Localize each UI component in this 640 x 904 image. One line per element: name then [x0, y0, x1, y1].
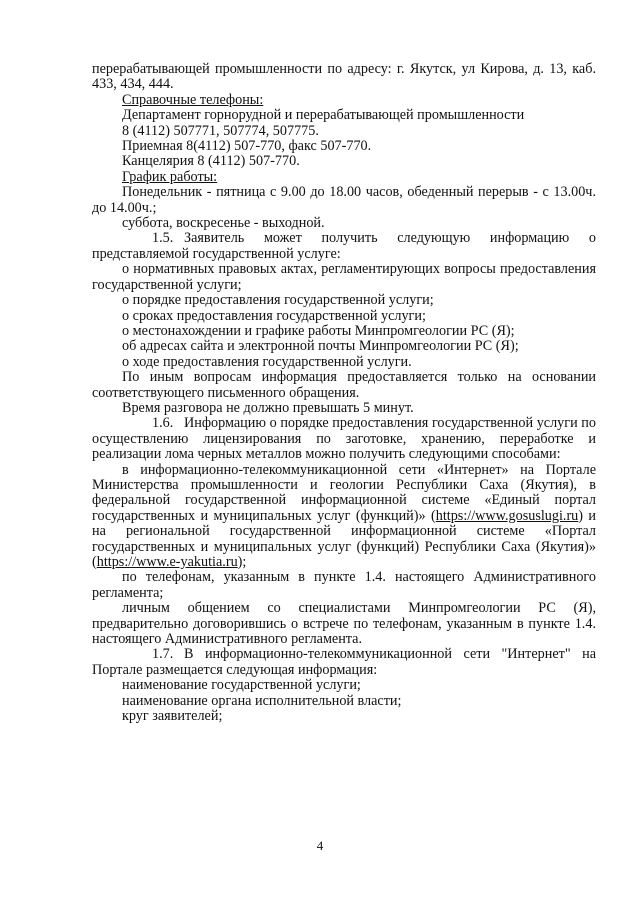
section-1-5 [92, 231, 596, 262]
list-item-internet: в информационно-телекоммуникационной сети «Интернет» на Портале Министерства промышленности и геологии Республики Саха (Якутия), в федеральной государственной информационной системе «Единый портал государственных и муниципальных услуг (функций)» (https://www.gosuslugi.ru) и на региональной государственной информационной системе «Портал государственных и муниципальных услуг (функций) Республики Саха (Якутия)» (https://www.e-yakutia.ru); [92, 461, 596, 570]
section-number-1-6: 1.6. [152, 415, 174, 432]
list-item-phone: по телефонам, указанным в пункте 1.4. настоящего Административного регламента; [92, 569, 596, 601]
list-item: о нормативных правовых актах, регламентирующих вопросы предоставления государственной услуги; [92, 261, 596, 293]
list-item: о ходе предоставления государственной услуги. [122, 353, 412, 370]
section-1-7 [92, 647, 596, 678]
list-item-personal: личным общением со специалистами Минпромгеологии РС (Я), предварительно договорившись о встрече по телефонам, указанным в пункте 1.4. настоящего Административного регламента. [92, 600, 596, 648]
department-phones: 8 (4112) 507771, 507774, 507775. [122, 122, 319, 139]
heading-schedule [92, 170, 596, 185]
list-item: круг заявителей; [122, 708, 223, 725]
office-phone: Канцелярия 8 (4112) 507-770. [122, 153, 300, 170]
section-1-7-text: В информационно-телекоммуникационной сети "Интернет" на Портале размещается следующая информация: [92, 646, 596, 678]
section-1-6 [92, 416, 596, 462]
list-item: о сроках предоставления государственной услуги; [122, 307, 426, 324]
list-item: о местонахождении и графике работы Минпромгеологии РС (Я); [122, 322, 515, 339]
document-body [92, 62, 596, 724]
paragraph-other-questions: По иным вопросам информация предоставляется только на основании соответствующего письменного обращения. [92, 369, 596, 401]
url-link[interactable]: https://www.e-yakutia.ru [96, 554, 238, 570]
paragraph-call-duration: Время разговора не должно превышать 5 минут. [122, 399, 414, 416]
section-1-5-text: Заявитель может получить следующую информацию о представляемой государственной услуге: [92, 230, 596, 262]
section-number-1-7: 1.7. [152, 646, 174, 663]
list-item: об адресах сайта и электронной почты Минпромгеологии РС (Я); [122, 338, 519, 355]
weekday-hours: Понедельник - пятница с 9.00 до 18.00 часов, обеденный перерыв - с 13.00ч. до 14.00ч.; [92, 184, 596, 216]
section-number-1-5: 1.5. [152, 230, 174, 247]
list-item: наименование органа исполнительной власти; [122, 692, 402, 709]
list-item: о порядке предоставления государственной услуги; [122, 292, 434, 309]
schedule-label: График работы: [122, 168, 218, 185]
paragraph-address-continued: перерабатывающей промышленности по адресу: г. Якутск, ул Кирова, д. 13, каб. 433, 434, 444. [92, 61, 596, 93]
reference-phones-label: Справочные телефоны: [122, 91, 264, 108]
heading-reference-phones [92, 93, 596, 108]
page-number: 4 [316, 838, 324, 853]
section-1-6-text: Информацию о порядке предоставления государственной услуги по осуществлению лицензирования по заготовке, хранению, переработке и реализации лома черных металлов можно получить следующими способами: [92, 415, 596, 463]
list-item: наименование государственной услуги; [122, 677, 361, 694]
department-line: Департамент горнорудной и перерабатывающей промышленности [122, 107, 525, 124]
url-link[interactable]: https://www.gosuslugi.ru [435, 507, 579, 524]
reception-phone: Приемная 8(4112) 507-770, факс 507-770. [122, 138, 372, 155]
weekend-hours: суббота, воскресенье - выходной. [122, 215, 325, 232]
